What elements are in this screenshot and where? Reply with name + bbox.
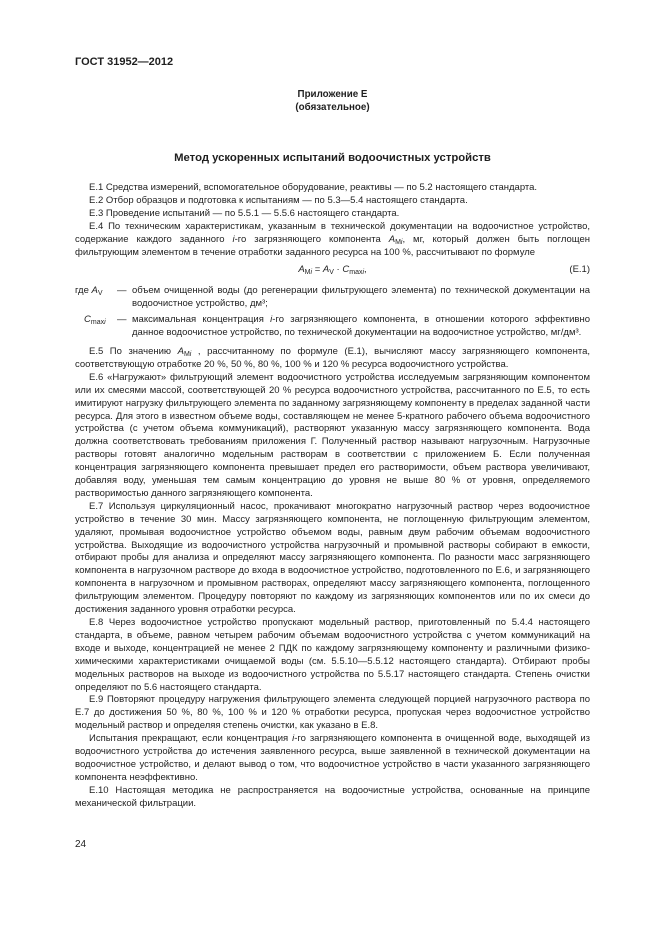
page-number: 24 [75, 839, 87, 850]
formula-expression: $А_{Mi} = А_V \cdot С_{maxi}$, [298, 264, 367, 277]
paragraph: Е.10 Настоящая методика не распространяется на водоочистные устройства, основанные на принципе механической фильтрации. [75, 784, 590, 809]
paragraph: Е.9 Повторяют процедуру нагружения фильтрующего элемента следующей порцией нагрузочного раствора по Е.7 до достижения 50 %, 80 %, 100 % и 120 % отработки ресурса, пропуская через водоочистное устройство модельный раствор и определяя степень очистки, как указано в Е.8. [75, 694, 590, 732]
definition-dash: — [117, 314, 127, 326]
definition-description: максимальная концентрация i-го загрязняющего компонента, в отношении которого эффективно данное водоочистное устройство, по технической документации на водоочистное устройство, мг/дм³. [132, 314, 590, 339]
paragraph: Е.5 По значению $А_{Mi}$ , рассчитанному по формуле (Е.1), вычисляют массу загрязняющего компонента, соответствующую отработке 20 %, 50 %, 80 %, 100 % и 120 % ресурса водоочистного устройства. [75, 345, 590, 370]
definition-term: $С_{maxi}$ [84, 314, 106, 327]
doc-number: ГОСТ 31952—2012 [75, 56, 174, 68]
paragraph: Е.6 «Нагружают» фильтрующий элемент водоочистного устройства исследуемым загрязняющим компонентом или их смесями массой, соответствующей 20 % ресурса водоочистного устройства, рассчитанного по Е.5, то есть имитируют нагрузку фильтрующего элемента по заданному загрязняющему компоненту в пределах заданной части ресурса. Для этого в известном объеме воды, составляющем не менее 5-кратного рабочего объема водоочистного устройства (с учетом объема коммуникаций), растворяют указанную массу загрязняющего компонента. Вода должна соответствовать требованиям приложения Г. Полученный раствор называют нагрузочным. Нагрузочные растворы готовят аналогично модельным растворам в соответствии с приложением Б. Если полученная концентрация загрязняющего компонента превышает предел его растворимости, объем раствора увеличивают, добавляя воду, уменьшая тем самым концентрацию до уровня не выше 80 % от уровня, определяемого растворимостью данного загрязняющего компонента. [75, 371, 590, 499]
definition-term: где $А_V$ [75, 285, 103, 298]
paragraph: Испытания прекращают, если концентрация i-го загрязняющего компонента в очищенной воде, выходящей из водоочистного устройства до истечения заявленного ресурса, выше заявленной в технической документации на водоочистное устройство, и делают вывод о том, что водоочистное устройство в части указанного загрязняющего компонента неэффективно. [75, 733, 590, 783]
paragraph: Е.1 Средства измерений, вспомогательное оборудование, реактивы — по 5.2 настоящего стандарта. [89, 182, 538, 193]
paragraph: Е.3 Проведение испытаний — по 5.5.1 — 5.5.6 настоящего стандарта. [89, 207, 400, 219]
document-body [75, 182, 590, 811]
page-title: Метод ускоренных испытаний водоочистных устройств [174, 152, 491, 164]
paragraph: Е.7 Используя циркуляционный насос, прокачивают многократно нагрузочный раствор через водоочистное устройство в течение 30 мин. Массу загрязняющего компонента, не поглощенную фильтрующим элементом, удаляют, промывая водоочистное устройство объемом воды, равным двум рабочим объемам водоочистного устройства. Выходящие из водоочистного устройства нагрузочный и промывной растворы собирают в емкости, отбирают пробы для анализа и определяют массу загрязняющего компонента. По разности масс загрязняющего компонента в нагрузочном растворе до входа в водоочистное устройство, подготовленного по Е.6, и загрязняющего компонента в нагрузочном и промывном растворах, определяют массу загрязняющего компонента, поглощенного фильтрующим элементом. Процедуру повторяют по каждому из загрязняющих компонентов или по их смеси до достижения заданного уровня отработки ресурса. [75, 500, 590, 616]
formula-number: (Е.1) [569, 264, 590, 276]
definition-dash: — [117, 285, 127, 297]
appendix-type: (обязательное) [295, 101, 370, 113]
appendix-label: Приложение Е [297, 89, 368, 100]
definition-description: объем очищенной воды (до регенерации фильтрующего элемента) по технической документации на водоочистное устройство, дм³; [132, 285, 590, 310]
formula [75, 264, 590, 277]
definition-row [75, 285, 590, 311]
definition-row [75, 314, 590, 340]
paragraph: Е.8 Через водоочистное устройство пропускают модельный раствор, приготовленный по 5.4.4 настоящего стандарта, в объеме, равном четырем рабочим объемам водоочистного устройства с учетом коммуникаций на входе и выходе, концентрацией не менее 2 ПДК по каждому загрязняющему компоненту и различными физико-химическими характеристиками очищаемой воды (см. 5.5.10—5.5.12 настоящего стандарта). Отбирают пробы модельных растворов на выходе из водоочистного устройства по 5.5.17 настоящего стандарта. Степень очистки определяют по 5.6 настоящего стандарта. [75, 617, 590, 693]
appendix-block [75, 89, 590, 114]
paragraph: Е.4 По техническим характеристикам, указанным в технической документации на водоочистное устройство, содержание каждого заданного i-го загрязняющего компонента $А_{Mi}$, мг, который должен быть поглощен фильтрующим элементом в течение отработки заданного ресурса на 100 %, рассчитывают по формуле [75, 220, 591, 258]
paragraph: Е.2 Отбор образцов и подготовка к испытаниям — по 5.3—5.4 настоящего стандарта. [89, 194, 468, 206]
